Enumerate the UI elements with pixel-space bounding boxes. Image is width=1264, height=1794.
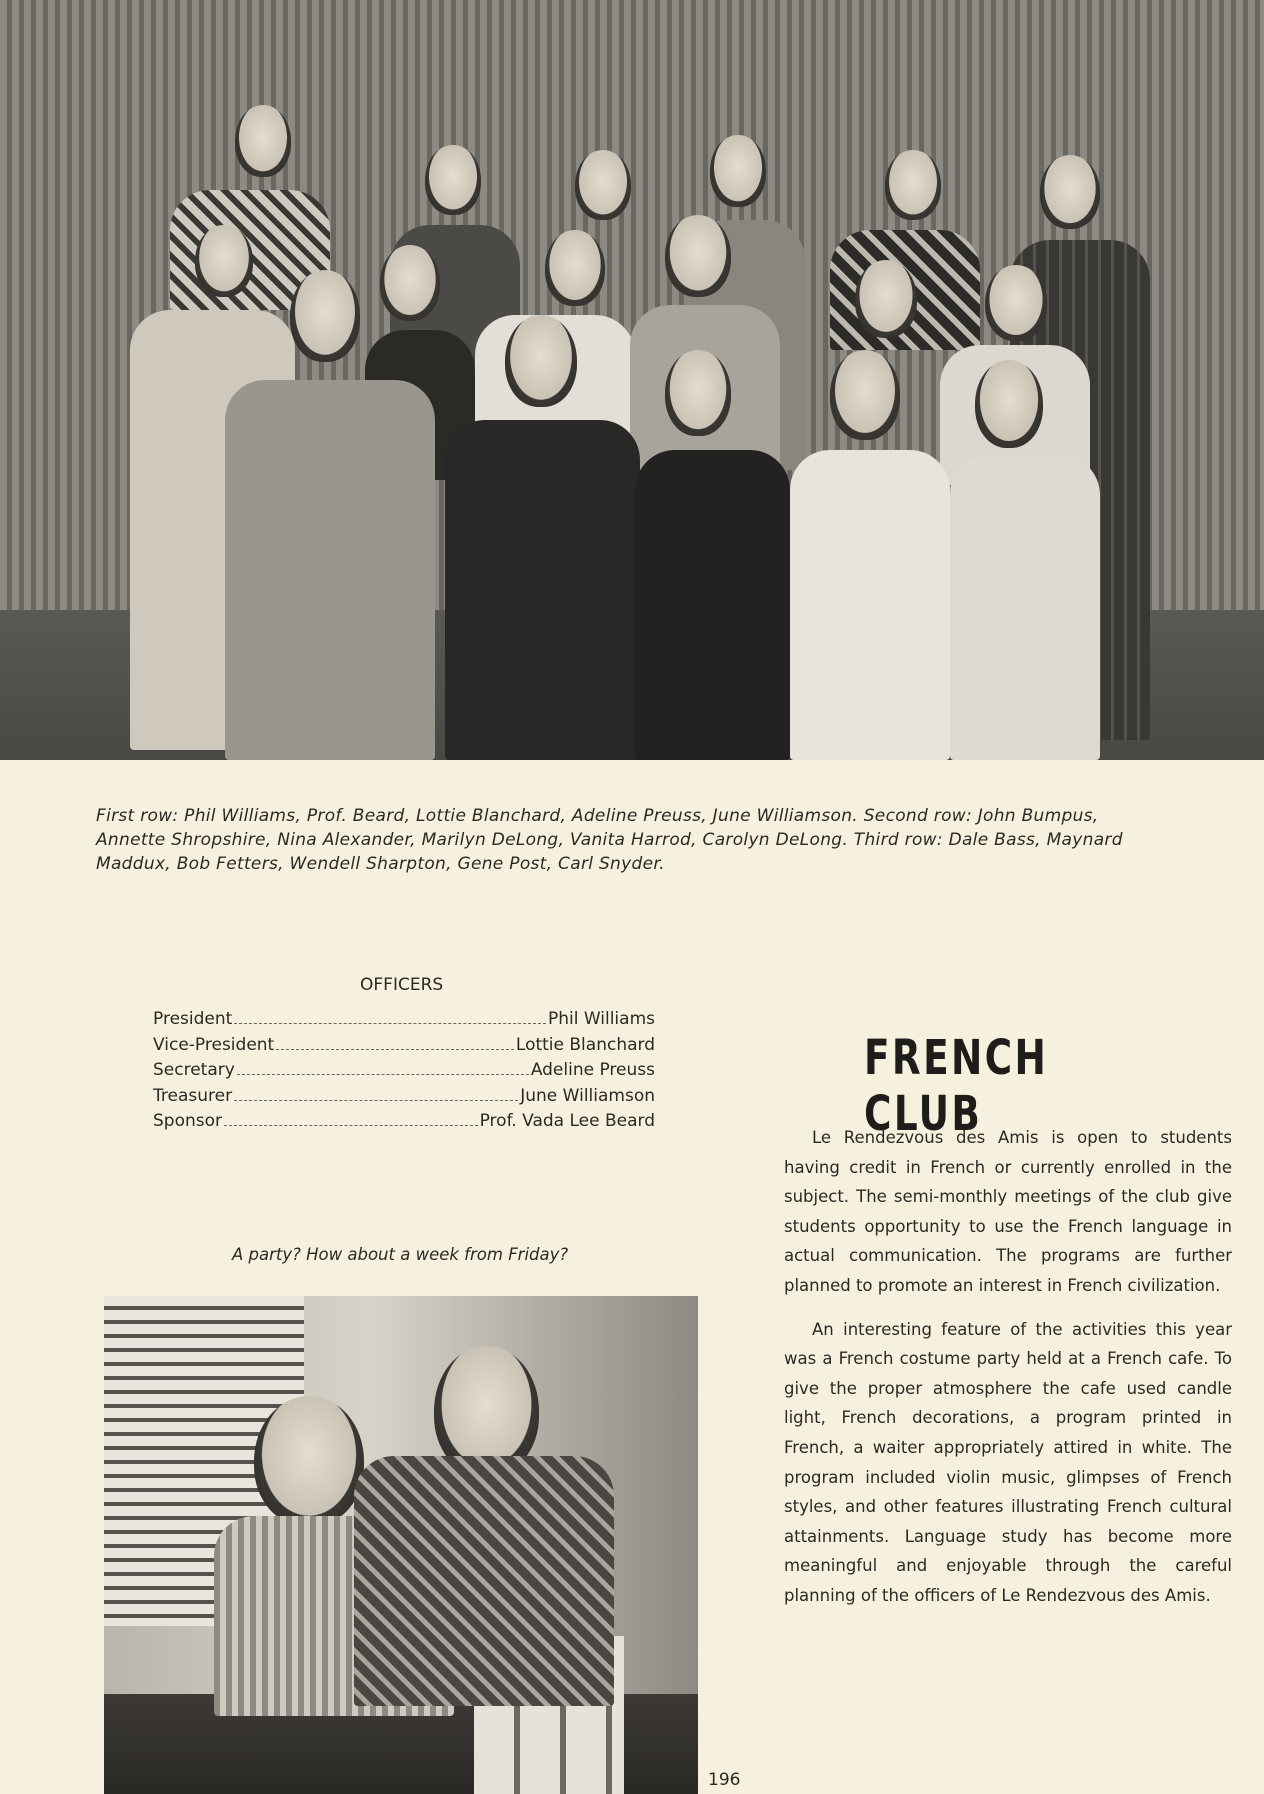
officer-row-vice-president (153, 1033, 655, 1059)
officers-list (153, 1007, 655, 1135)
officer-role: Sponsor (153, 1111, 223, 1131)
leader-dots (224, 1125, 478, 1126)
officer-row-secretary (153, 1058, 655, 1084)
page-number: 196 (708, 1770, 741, 1790)
officer-role: President (153, 1009, 233, 1029)
group-photo (0, 0, 1264, 760)
officer-row-treasurer (153, 1084, 655, 1110)
article-paragraph: An interesting feature of the activities this year was a French costume party held at a French cafe. To give the proper atmosphere the cafe used candle light, French decorations, a program printed in French, a waiter appropriately attired in white. The program included violin music, glimpses of French styles, and other features illustrating French cultural attainments. Language study has become more meaningful and enjoyable through the careful planning of the officers of Le Rendezvous des Amis. (784, 1319, 1232, 1605)
officer-name: June Williamson (520, 1085, 655, 1106)
officer-name: Adeline Preuss (530, 1060, 655, 1080)
article-body (784, 1123, 1232, 1625)
candid-photo (104, 1296, 698, 1794)
club-title: FRENCH CLUB (864, 1030, 1049, 1142)
article-paragraph: Le Rendezvous des Amis is open to students having credit in French or currently enrolled in the subject. The semi-monthly meetings of the club give students opportunity to use the French language in actual communication. The programs are further planned to promote an interest in French civilization. (784, 1128, 1232, 1295)
officer-name: Phil Williams (547, 1009, 655, 1029)
leader-dots (234, 1023, 546, 1024)
officer-row-president (153, 1007, 655, 1033)
leader-dots (276, 1049, 514, 1050)
officers-title: OFFICERS (360, 975, 444, 995)
leader-dots (234, 1100, 518, 1101)
group-photo-caption: First row: Phil Williams, Prof. Beard, Lottie Blanchard, Adeline Preuss, June Williamson. Second row: John Bumpus, Annette Shropshire, Nina Alexander, Marilyn DeLong, Vanita Harrod, Carolyn DeLong. Third row: Dale Bass, Maynard Maddux, Bob Fetters, Wendell Sharpton, Gene Post, Carl Snyder. (96, 806, 1123, 874)
officer-role: Secretary (153, 1060, 235, 1080)
officer-role: Treasurer (153, 1085, 233, 1106)
officer-row-sponsor (153, 1109, 655, 1135)
officer-name: Prof. Vada Lee Beard (479, 1111, 655, 1131)
leader-dots (237, 1074, 529, 1075)
candid-photo-caption: A party? How about a week from Friday? (232, 1245, 569, 1264)
officer-name: Lottie Blanchard (515, 1034, 655, 1055)
officer-role: Vice-President (153, 1034, 275, 1055)
